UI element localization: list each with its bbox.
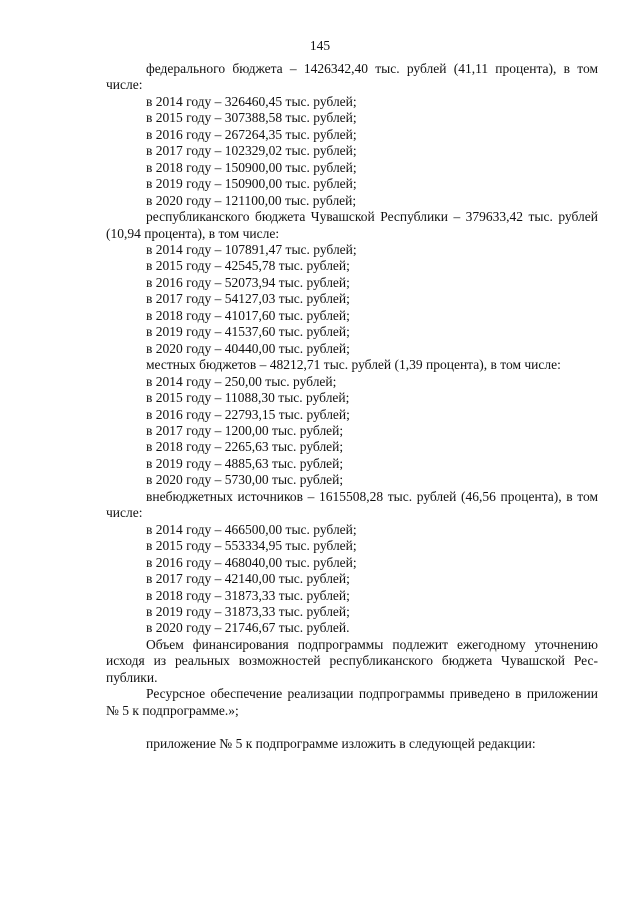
extrabudget-year-2016: в 2016 году – 468040,00 тыс. рублей;: [146, 554, 357, 570]
resource-note: Ресурсное обеспечение реализации подпрограммы приведено в приложении № 5 к подпрограмме.»;: [106, 686, 598, 718]
federal-year-2020: в 2020 году – 121100,00 тыс. рублей;: [146, 192, 357, 208]
local-budget-intro: местных бюджетов – 48212,71 тыс. рублей (1,39 процента), в том числе:: [146, 357, 561, 373]
republic-year-2017: в 2017 году – 54127,03 тыс. рублей;: [146, 291, 350, 307]
local-year-2018: в 2018 году – 2265,63 тыс. рублей;: [146, 439, 344, 455]
republic-year-2020: в 2020 году – 40440,00 тыс. рублей;: [146, 340, 350, 356]
republic-budget-years: [106, 242, 598, 357]
republic-year-2016: в 2016 году – 52073,94 тыс. рублей;: [146, 274, 350, 290]
extrabudget-year-2019: в 2019 году – 31873,33 тыс. рублей;: [146, 603, 350, 619]
appendix-note: приложение № 5 к подпрограмме изложить в следующей редакции:: [146, 736, 536, 752]
document-body: [106, 61, 598, 753]
financing-note: Объем финансирования подпрограммы подлежит ежегодному уточнению исходя из реальных возможностей республиканского бюджета Чувашской Республики.: [106, 636, 598, 685]
extrabudget-year-2020: в 2020 году – 21746,67 тыс. рублей.: [146, 620, 350, 636]
federal-budget-intro: федерального бюджета – 1426342,40 тыс. рублей (41,11 процента), в том числе:: [106, 61, 598, 93]
republic-year-2019: в 2019 году – 41537,60 тыс. рублей;: [146, 324, 350, 340]
paragraph-gap: [106, 719, 598, 736]
republic-budget-intro: республиканского бюджета Чувашской Республики – 379633,42 тыс. рублей (10,94 процента), в том числе:: [106, 209, 598, 241]
local-year-2017: в 2017 году – 1200,00 тыс. рублей;: [146, 422, 344, 438]
republic-year-2015: в 2015 году – 42545,78 тыс. рублей;: [146, 258, 350, 274]
local-year-2019: в 2019 году – 4885,63 тыс. рублей;: [146, 455, 344, 471]
page-number: 145: [309, 38, 331, 53]
extrabudget-intro: внебюджетных источников – 1615508,28 тыс. рублей (46,56 процента), в том числе:: [106, 488, 598, 521]
federal-year-2016: в 2016 году – 267264,35 тыс. рублей;: [146, 126, 357, 142]
federal-year-2018: в 2018 году – 150900,00 тыс. рублей;: [146, 159, 357, 175]
local-year-2015: в 2015 году – 11088,30 тыс. рублей;: [146, 390, 350, 406]
extrabudget-year-2015: в 2015 году – 553334,95 тыс. рублей;: [146, 538, 357, 554]
local-year-2020: в 2020 году – 5730,00 тыс. рублей;: [146, 472, 344, 488]
local-year-2016: в 2016 году – 22793,15 тыс. рублей;: [146, 406, 350, 422]
local-budget-years: [106, 374, 598, 489]
federal-year-2015: в 2015 году – 307388,58 тыс. рублей;: [146, 110, 357, 126]
extrabudget-year-2018: в 2018 году – 31873,33 тыс. рублей;: [146, 587, 350, 603]
federal-budget-years: [106, 94, 598, 209]
extrabudget-year-2014: в 2014 году – 466500,00 тыс. рублей;: [146, 521, 357, 537]
local-year-2014: в 2014 году – 250,00 тыс. рублей;: [146, 373, 337, 389]
republic-year-2018: в 2018 году – 41017,60 тыс. рублей;: [146, 307, 350, 323]
federal-year-2014: в 2014 году – 326460,45 тыс. рублей;: [146, 93, 357, 109]
extrabudget-years: [106, 522, 598, 637]
republic-year-2014: в 2014 году – 107891,47 тыс. рублей;: [146, 241, 357, 257]
extrabudget-year-2017: в 2017 году – 42140,00 тыс. рублей;: [146, 571, 350, 587]
federal-year-2017: в 2017 году – 102329,02 тыс. рублей;: [146, 143, 357, 159]
federal-year-2019: в 2019 году – 150900,00 тыс. рублей;: [146, 176, 357, 192]
